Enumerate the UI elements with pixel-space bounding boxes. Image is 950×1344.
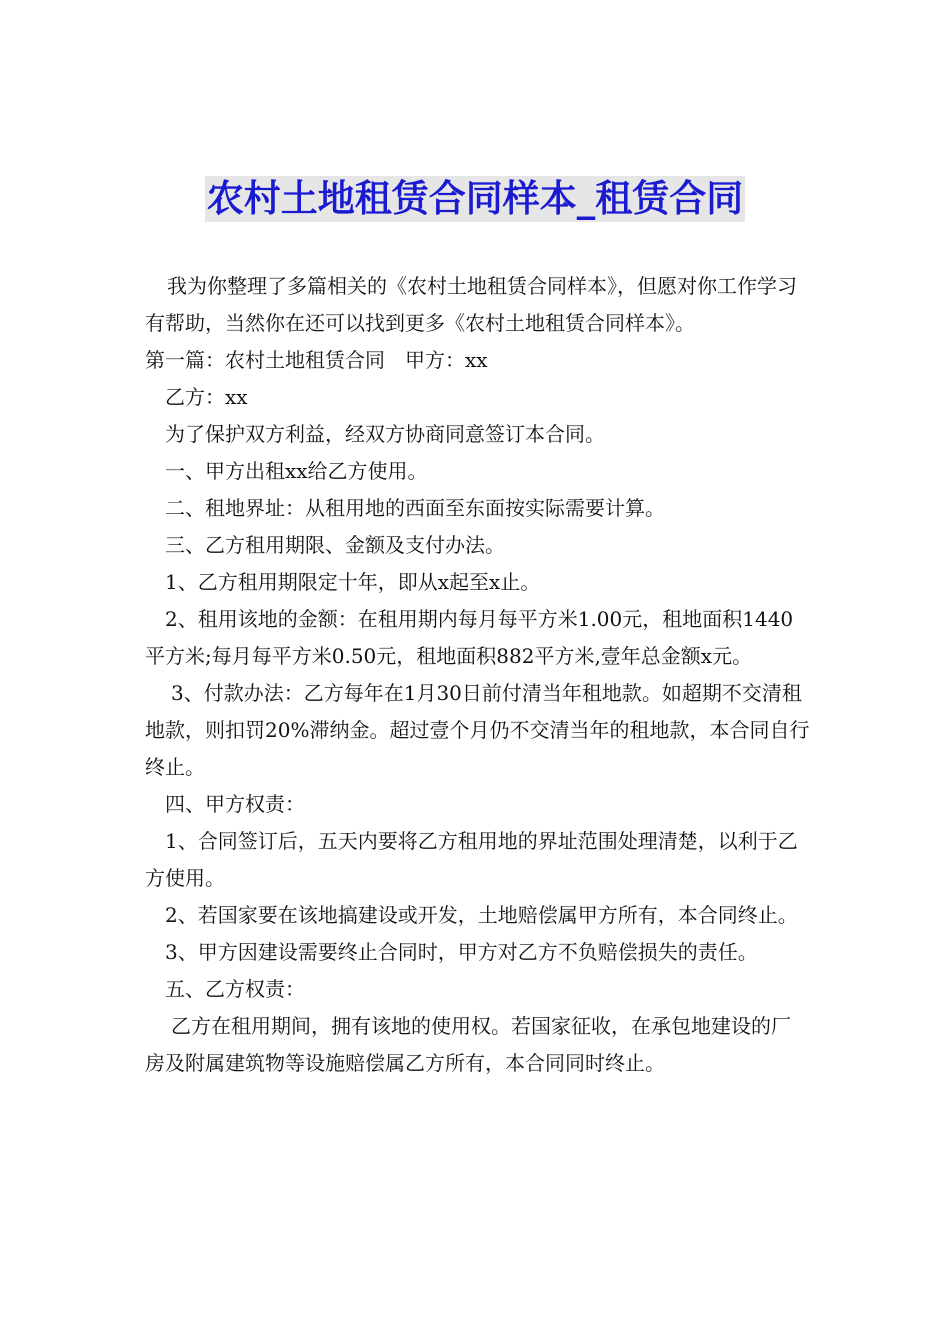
paragraph-clause-3-1: 1、乙方租用期限定十年，即从x起至x止。 xyxy=(165,570,541,594)
paragraph-purpose: 为了保护双方利益，经双方协商同意签订本合同。 xyxy=(165,422,605,446)
paragraph-clause-4-1: 1、合同签订后，五天内要将乙方租用地的界址范围处理清楚，以利于乙方使用。 xyxy=(145,829,798,890)
paragraph-clause-4: 四、甲方权责： xyxy=(165,792,305,816)
paragraph-chapter-heading: 第一篇：农村土地租赁合同 甲方：xx xyxy=(145,348,488,372)
document-body xyxy=(145,268,810,1082)
paragraph-clause-3-3: 3、付款办法：乙方每年在1月30日前付清当年租地款。如超期不交清租地款，则扣罚20%滞纳金。超过壹个月仍不交清当年的租地款，本合同自行终止。 xyxy=(145,681,810,779)
paragraph-intro: 我为你整理了多篇相关的《农村土地租赁合同样本》，但愿对你工作学习有帮助，当然你在还可以找到更多《农村土地租赁合同样本》。 xyxy=(145,274,797,335)
paragraph-clause-4-3: 3、甲方因建设需要终止合同时，甲方对乙方不负赔偿损失的责任。 xyxy=(165,940,758,964)
paragraph-clause-5-body: 乙方在租用期间，拥有该地的使用权。若国家征收，在承包地建设的厂房及附属建筑物等设施赔偿属乙方所有，本合同同时终止。 xyxy=(145,1014,791,1075)
paragraph-clause-2: 二、租地界址：从租用地的西面至东面按实际需要计算。 xyxy=(165,496,665,520)
paragraph-clause-1: 一、甲方出租xx给乙方使用。 xyxy=(165,459,428,483)
paragraph-clause-3: 三、乙方租用期限、金额及支付办法。 xyxy=(165,533,505,557)
paragraph-party-b: 乙方：xx xyxy=(165,385,248,409)
title-container xyxy=(0,176,950,222)
paragraph-clause-3-2: 2、租用该地的金额：在租用期内每月每平方米1.00元，租地面积1440平方米;每月每平方米0.50元，租地面积882平方米,壹年总金额x元。 xyxy=(145,607,794,668)
document-title: 农村土地租赁合同样本_租赁合同 xyxy=(206,177,744,220)
paragraph-clause-5: 五、乙方权责： xyxy=(165,977,305,1001)
paragraph-clause-4-2: 2、若国家要在该地搞建设或开发，土地赔偿属甲方所有，本合同终止。 xyxy=(165,903,798,927)
